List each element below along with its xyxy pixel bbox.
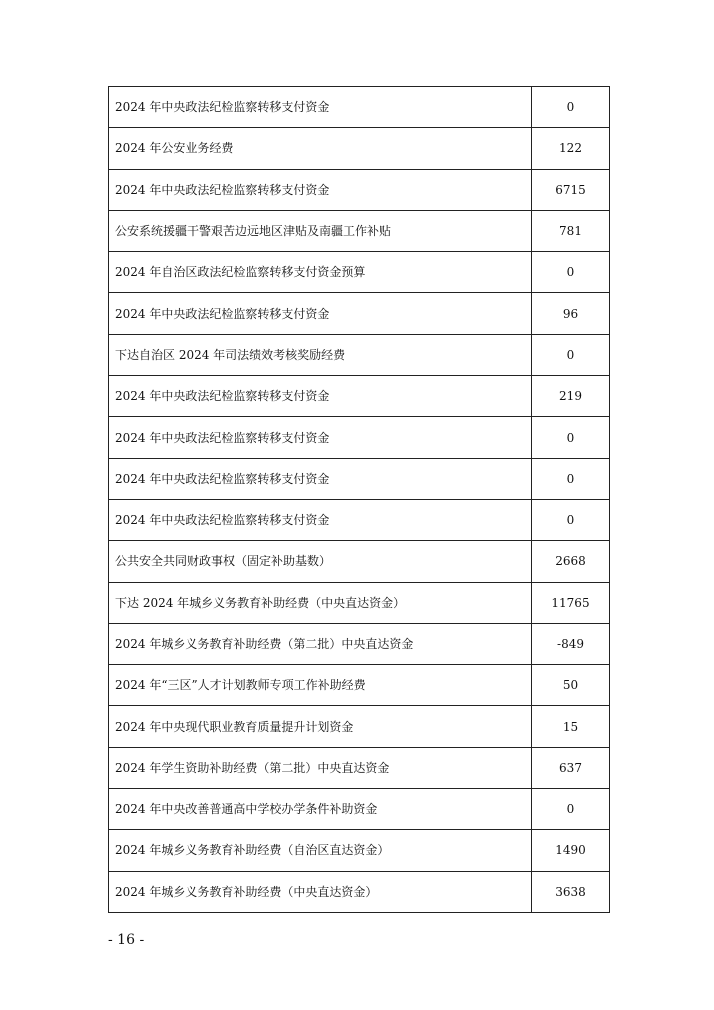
item-name-cell: 公共安全共同财政事权（固定补助基数） [109,541,532,582]
item-name-cell: 2024 年中央政法纪检监察转移支付资金 [109,417,532,458]
item-amount-cell: 0 [532,499,610,540]
item-amount-cell: 122 [532,128,610,169]
item-amount-cell: 0 [532,417,610,458]
page-number: - 16 - [108,932,145,948]
item-name-cell: 2024 年中央现代职业教育质量提升计划资金 [109,706,532,747]
item-name-cell: 2024 年中央政法纪检监察转移支付资金 [109,293,532,334]
item-amount-cell: 50 [532,665,610,706]
item-name-cell: 2024 年“三区”人才计划教师专项工作补助经费 [109,665,532,706]
item-name-cell: 2024 年城乡义务教育补助经费（自治区直达资金） [109,830,532,871]
table-row [109,128,610,169]
table-row [109,252,610,293]
item-amount-cell: 0 [532,252,610,293]
item-amount-cell: 6715 [532,169,610,210]
item-amount-cell: 0 [532,334,610,375]
table-row [109,458,610,499]
item-name-cell: 2024 年学生资助补助经费（第二批）中央直达资金 [109,747,532,788]
item-name-cell: 2024 年城乡义务教育补助经费（第二批）中央直达资金 [109,623,532,664]
item-amount-cell: -849 [532,623,610,664]
table-row [109,210,610,251]
item-name-cell: 公安系统援疆干警艰苦边远地区津贴及南疆工作补贴 [109,210,532,251]
table-row [109,747,610,788]
table-row [109,623,610,664]
item-amount-cell: 781 [532,210,610,251]
funding-table [108,86,610,913]
table-row [109,417,610,458]
table-row [109,169,610,210]
item-amount-cell: 1490 [532,830,610,871]
item-amount-cell: 96 [532,293,610,334]
item-name-cell: 2024 年中央政法纪检监察转移支付资金 [109,376,532,417]
table-row [109,665,610,706]
item-name-cell: 2024 年中央政法纪检监察转移支付资金 [109,499,532,540]
item-amount-cell: 11765 [532,582,610,623]
table-row [109,376,610,417]
item-name-cell: 2024 年公安业务经费 [109,128,532,169]
table-row [109,706,610,747]
item-name-cell: 2024 年中央改善普通高中学校办学条件补助资金 [109,789,532,830]
table-row [109,499,610,540]
table-row [109,87,610,128]
item-amount-cell: 0 [532,458,610,499]
table-row [109,582,610,623]
table-row [109,293,610,334]
item-name-cell: 2024 年中央政法纪检监察转移支付资金 [109,169,532,210]
item-amount-cell: 0 [532,789,610,830]
item-amount-cell: 637 [532,747,610,788]
table-row [109,334,610,375]
item-name-cell: 2024 年中央政法纪检监察转移支付资金 [109,87,532,128]
table-row [109,789,610,830]
item-amount-cell: 15 [532,706,610,747]
item-amount-cell: 3638 [532,871,610,912]
table-row [109,541,610,582]
funding-table-body [109,87,610,913]
table-row [109,871,610,912]
item-name-cell: 2024 年中央政法纪检监察转移支付资金 [109,458,532,499]
table-row [109,830,610,871]
item-name-cell: 下达自治区 2024 年司法绩效考核奖励经费 [109,334,532,375]
item-name-cell: 2024 年城乡义务教育补助经费（中央直达资金） [109,871,532,912]
item-amount-cell: 2668 [532,541,610,582]
item-name-cell: 2024 年自治区政法纪检监察转移支付资金预算 [109,252,532,293]
item-amount-cell: 219 [532,376,610,417]
item-name-cell: 下达 2024 年城乡义务教育补助经费（中央直达资金） [109,582,532,623]
item-amount-cell: 0 [532,87,610,128]
